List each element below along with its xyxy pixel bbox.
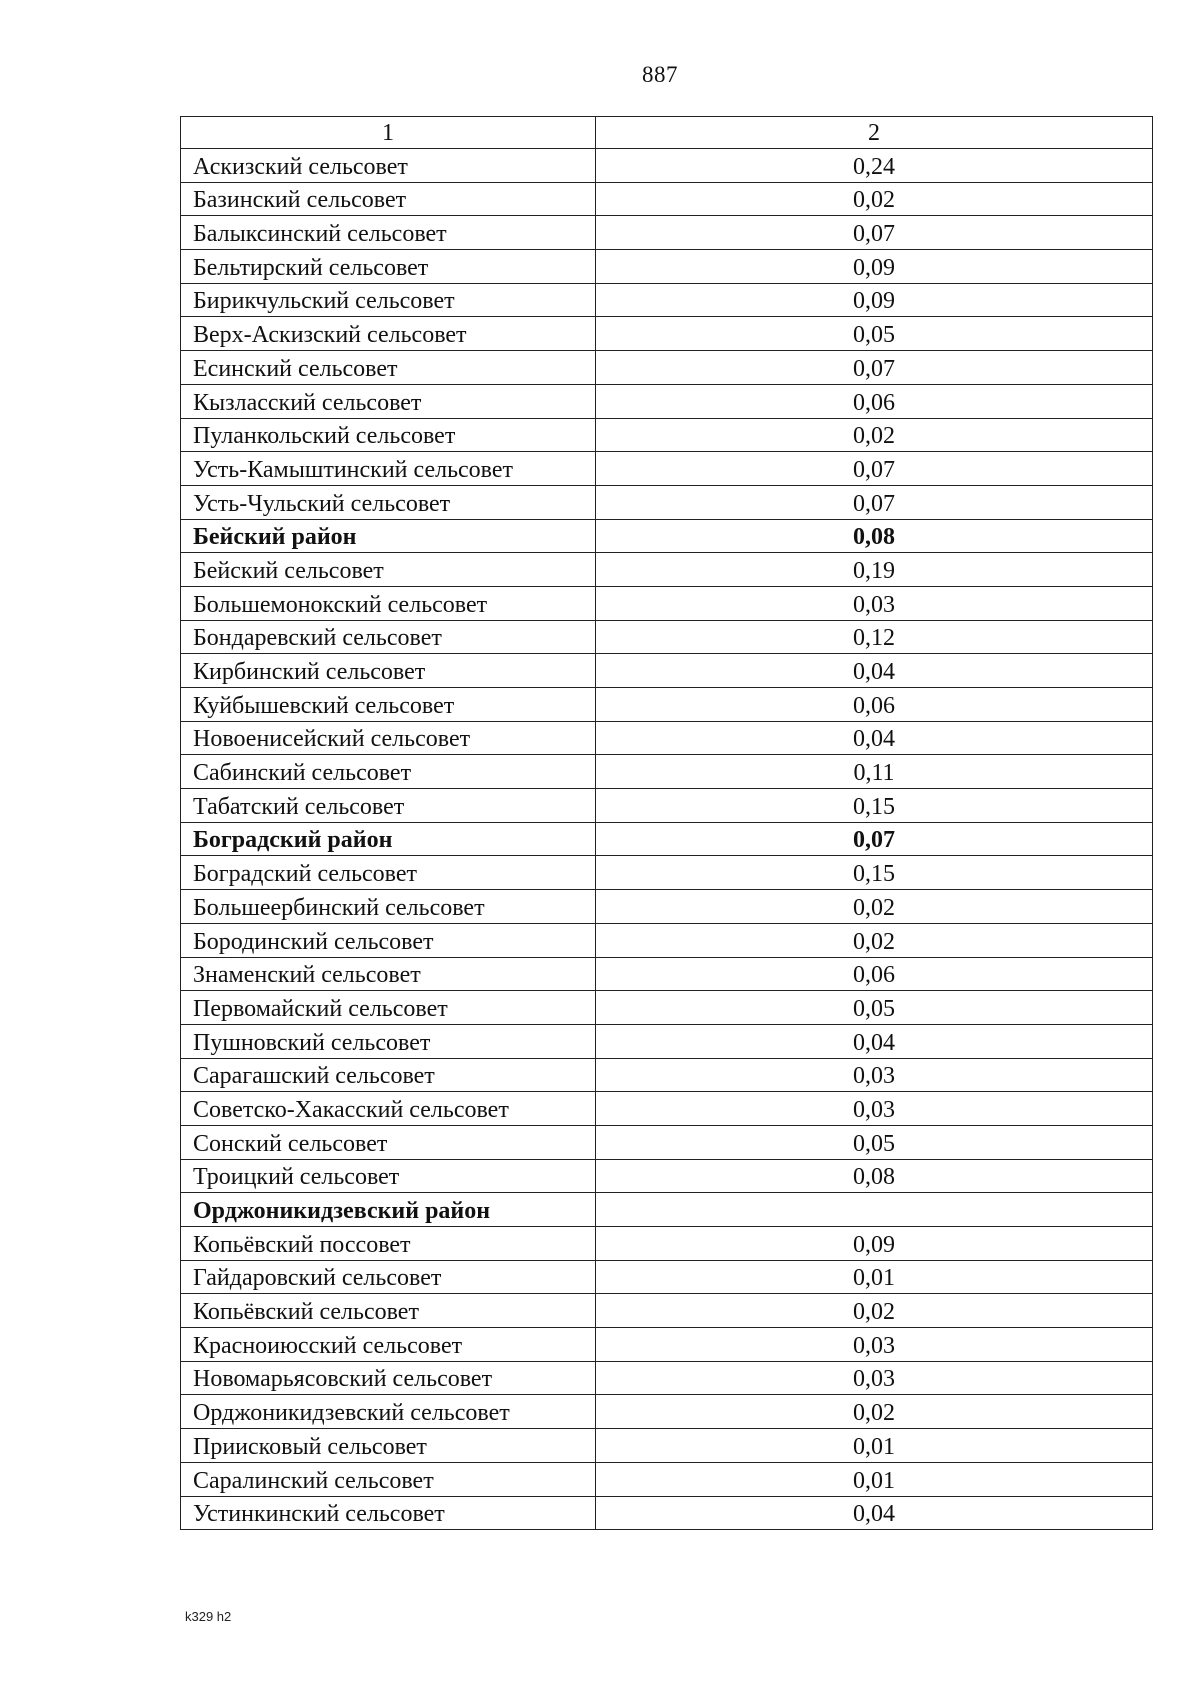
table-row (181, 1429, 1153, 1463)
row-name-cell: Верх-Аскизский сельсовет (181, 317, 596, 351)
row-value-cell: 0,01 (596, 1429, 1153, 1463)
row-name-cell: Бирикчульский сельсовет (181, 283, 596, 317)
row-name-cell: Пушновский сельсовет (181, 1024, 596, 1058)
data-table (180, 116, 1153, 1530)
row-name-cell: Кызласский сельсовет (181, 384, 596, 418)
row-name-cell: Орджоникидзевский район (181, 1193, 596, 1227)
row-value-cell: 0,04 (596, 654, 1153, 688)
row-name-cell: Красноиюсский сельсовет (181, 1328, 596, 1362)
row-name-cell: Большемонокский сельсовет (181, 586, 596, 620)
row-name-cell: Копьёвский сельсовет (181, 1294, 596, 1328)
row-value-cell: 0,03 (596, 1361, 1153, 1395)
table-row (181, 654, 1153, 688)
table-row (181, 1395, 1153, 1429)
row-name-cell: Знаменский сельсовет (181, 957, 596, 991)
table-row (181, 149, 1153, 183)
row-name-cell: Аскизский сельсовет (181, 149, 596, 183)
table-row (181, 890, 1153, 924)
table-row (181, 317, 1153, 351)
row-value-cell: 0,03 (596, 586, 1153, 620)
table-row (181, 283, 1153, 317)
row-value-cell: 0,03 (596, 1058, 1153, 1092)
row-value-cell: 0,15 (596, 789, 1153, 823)
table-row (181, 1294, 1153, 1328)
row-value-cell: 0,02 (596, 1395, 1153, 1429)
table-row (181, 250, 1153, 284)
row-name-cell: Бондаревский сельсовет (181, 620, 596, 654)
table-row (181, 1361, 1153, 1395)
row-name-cell: Орджоникидзевский сельсовет (181, 1395, 596, 1429)
row-name-cell: Усть-Камыштинский сельсовет (181, 452, 596, 486)
row-value-cell: 0,02 (596, 182, 1153, 216)
table-row (181, 216, 1153, 250)
row-name-cell: Новомарьясовский сельсовет (181, 1361, 596, 1395)
row-name-cell: Большеербинский сельсовет (181, 890, 596, 924)
row-value-cell: 0,07 (596, 822, 1153, 856)
row-value-cell: 0,06 (596, 957, 1153, 991)
row-name-cell: Бородинский сельсовет (181, 923, 596, 957)
row-value-cell: 0,02 (596, 890, 1153, 924)
row-value-cell: 0,24 (596, 149, 1153, 183)
row-value-cell: 0,07 (596, 351, 1153, 385)
table-row (181, 1125, 1153, 1159)
table-row (181, 721, 1153, 755)
row-value-cell: 0,01 (596, 1462, 1153, 1496)
row-value-cell: 0,07 (596, 452, 1153, 486)
row-name-cell: Советско-Хакасский сельсовет (181, 1092, 596, 1126)
row-name-cell: Саралинский сельсовет (181, 1462, 596, 1496)
row-name-cell: Куйбышевский сельсовет (181, 688, 596, 722)
row-value-cell: 0,09 (596, 1227, 1153, 1261)
row-value-cell: 0,02 (596, 1294, 1153, 1328)
row-name-cell: Бейский сельсовет (181, 553, 596, 587)
row-name-cell: Первомайский сельсовет (181, 991, 596, 1025)
table-row (181, 1092, 1153, 1126)
table-header-row (181, 117, 1153, 149)
row-value-cell: 0,03 (596, 1092, 1153, 1126)
row-name-cell: Сарагашский сельсовет (181, 1058, 596, 1092)
row-name-cell: Копьёвский поссовет (181, 1227, 596, 1261)
district-row (181, 1193, 1153, 1227)
row-name-cell: Устинкинский сельсовет (181, 1496, 596, 1530)
row-name-cell: Боградский район (181, 822, 596, 856)
table-row (181, 553, 1153, 587)
table-row (181, 923, 1153, 957)
row-name-cell: Троицкий сельсовет (181, 1159, 596, 1193)
row-value-cell: 0,05 (596, 317, 1153, 351)
row-name-cell: Новоенисейский сельсовет (181, 721, 596, 755)
row-value-cell: 0,03 (596, 1328, 1153, 1362)
table-row (181, 1462, 1153, 1496)
row-name-cell: Бейский район (181, 519, 596, 553)
table-row (181, 351, 1153, 385)
table-row (181, 688, 1153, 722)
row-value-cell: 0,07 (596, 485, 1153, 519)
row-name-cell: Бельтирский сельсовет (181, 250, 596, 284)
row-value-cell: 0,02 (596, 418, 1153, 452)
row-value-cell: 0,19 (596, 553, 1153, 587)
row-value-cell (596, 1193, 1153, 1227)
row-value-cell: 0,06 (596, 688, 1153, 722)
table-body (181, 117, 1153, 1530)
table-row (181, 1260, 1153, 1294)
row-value-cell: 0,01 (596, 1260, 1153, 1294)
table-row (181, 957, 1153, 991)
column-header-2: 2 (596, 117, 1153, 149)
row-name-cell: Базинский сельсовет (181, 182, 596, 216)
row-value-cell: 0,05 (596, 1125, 1153, 1159)
row-name-cell: Сабинский сельсовет (181, 755, 596, 789)
row-value-cell: 0,04 (596, 1496, 1153, 1530)
row-name-cell: Приисковый сельсовет (181, 1429, 596, 1463)
row-value-cell: 0,15 (596, 856, 1153, 890)
table-row (181, 418, 1153, 452)
table-row (181, 1496, 1153, 1530)
table-row (181, 586, 1153, 620)
row-value-cell: 0,06 (596, 384, 1153, 418)
row-name-cell: Есинский сельсовет (181, 351, 596, 385)
row-name-cell: Усть-Чульский сельсовет (181, 485, 596, 519)
row-name-cell: Кирбинский сельсовет (181, 654, 596, 688)
footer-code: k329 h2 (185, 1609, 232, 1624)
row-value-cell: 0,12 (596, 620, 1153, 654)
table-row (181, 1159, 1153, 1193)
table-row (181, 182, 1153, 216)
row-value-cell: 0,07 (596, 216, 1153, 250)
table-row (181, 384, 1153, 418)
row-name-cell: Пуланкольский сельсовет (181, 418, 596, 452)
district-row (181, 519, 1153, 553)
row-value-cell: 0,04 (596, 1024, 1153, 1058)
row-value-cell: 0,08 (596, 519, 1153, 553)
row-value-cell: 0,05 (596, 991, 1153, 1025)
district-row (181, 822, 1153, 856)
table-row (181, 856, 1153, 890)
row-name-cell: Табатский сельсовет (181, 789, 596, 823)
table-row (181, 755, 1153, 789)
table-row (181, 485, 1153, 519)
row-name-cell: Боградский сельсовет (181, 856, 596, 890)
row-value-cell: 0,09 (596, 250, 1153, 284)
page-number: 887 (642, 62, 678, 87)
table-row (181, 620, 1153, 654)
table-row (181, 1328, 1153, 1362)
table-row (181, 452, 1153, 486)
column-header-1: 1 (181, 117, 596, 149)
row-name-cell: Гайдаровский сельсовет (181, 1260, 596, 1294)
row-name-cell: Балыксинский сельсовет (181, 216, 596, 250)
table-row (181, 789, 1153, 823)
row-value-cell: 0,09 (596, 283, 1153, 317)
row-value-cell: 0,11 (596, 755, 1153, 789)
table-row (181, 1227, 1153, 1261)
table-row (181, 991, 1153, 1025)
row-value-cell: 0,08 (596, 1159, 1153, 1193)
table-row (181, 1058, 1153, 1092)
row-name-cell: Сонский сельсовет (181, 1125, 596, 1159)
row-value-cell: 0,04 (596, 721, 1153, 755)
table-row (181, 1024, 1153, 1058)
row-value-cell: 0,02 (596, 923, 1153, 957)
